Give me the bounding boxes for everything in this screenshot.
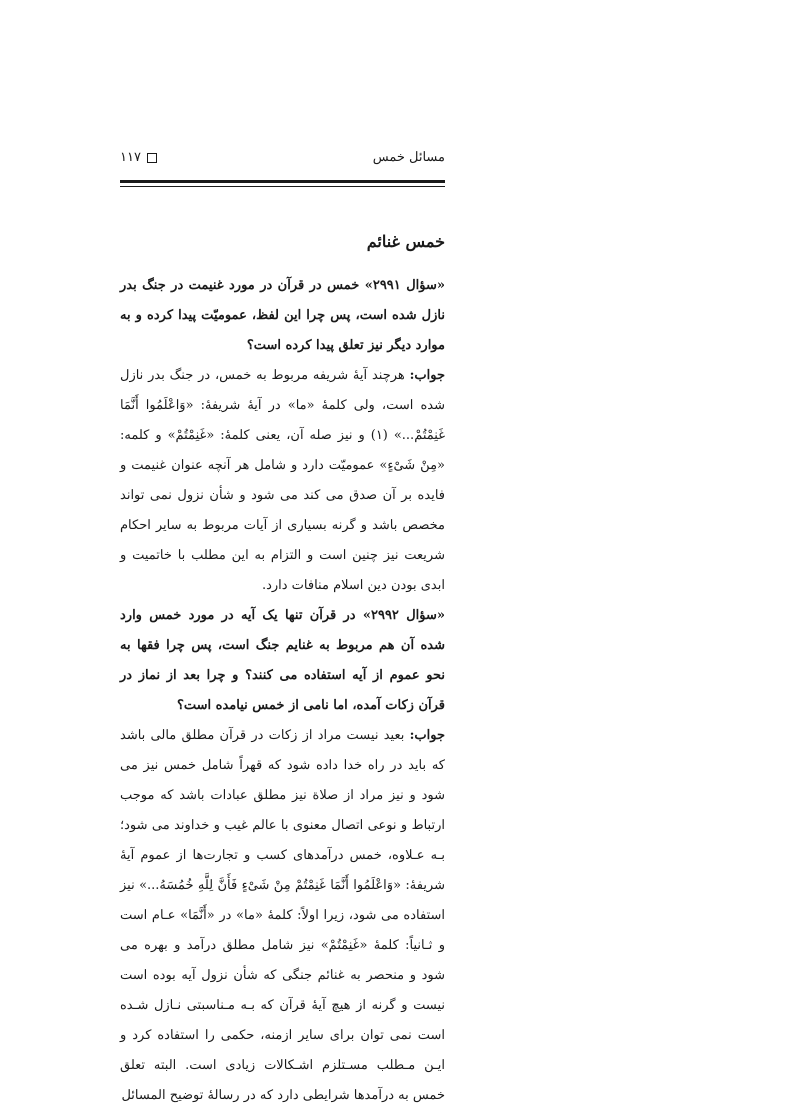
page-body	[120, 225, 445, 1111]
page-number-block	[120, 150, 157, 165]
question-2992	[120, 601, 445, 721]
section-title: خمس غنائم	[366, 232, 445, 251]
answer-label: جواب:	[409, 728, 445, 743]
question-close-mark: »	[364, 278, 373, 293]
answer-label: جواب:	[409, 368, 445, 383]
question-open-mark: «	[436, 608, 445, 623]
question-2991	[120, 271, 445, 361]
question-text: در قرآن تنها یک آیه در مورد خمس وارد شده آن هم مربوط به غنایم جنگ است، پس چرا فقها به نحو عموم از آیه استفاده می کنند؟ و چرا بعد از نماز در قرآن زکات آمده، اما نامی از خمس نیامده است؟	[120, 608, 445, 713]
question-close-mark: »	[362, 608, 371, 623]
question-open-mark: «	[436, 278, 445, 293]
question-text: خمس در قرآن در مورد غنیمت در جنگ بدر نازل شده است، پس چرا این لفظ، عمومیّت پیدا کرده و به موارد دیگر نیز تعلق پیدا کرده است؟	[120, 278, 445, 353]
header-rule-thin	[120, 186, 445, 187]
answer-2991	[120, 361, 445, 601]
page-number: ۱۱۷	[120, 150, 141, 165]
page-header	[120, 150, 445, 178]
question-label: سؤال ۲۹۹۱	[372, 278, 437, 293]
answer-text: بعید نیست مراد از زکات در قرآن مطلق مالی باشد که باید در راه خدا داده شود که قهراً شامل خمس نیز می شود و نیز مراد از صلاة نیز مطلق عبادات باشد که موجب ارتباط و نوعی اتصال معنوی با عالم غیب و خداوند می شود؛ بـه عـلاوه، خمس درآمدهای کسب و تجارت‌ها از عموم آیهٔ شریفهٔ: «وَاعْلَمُوا أَنَّمَا غَنِمْتُمْ مِنْ شَیْءٍ فَأَنَّ لِلَّهِ خُمُسَهُ...» نیز استفاده می شود، زیرا اولاً: کلمهٔ «ما» در «أَنَّمَا» عـام است و ثـانیاً: کلمهٔ «غَنِمْتُمْ» نیز شامل مطلق درآمد و بهره می شود و منحصر به غنائم جنگی که شأن نزول آیه بوده است نیست و گرنه از هیچ آیهٔ قرآن که بـه مـناسبتی نـازل شـده است نمی توان برای سایر ازمنه، حکمی را استفاده کرد و ایـن مـطلب مسـتلزم اشـکالات زیادی است. البته تعلق خمس به درآمدها شرایطی دارد که در رسالهٔ توضیح المسائل	[120, 728, 445, 1103]
answer-text: هرچند آیهٔ شریفه مربوط به خمس، در جنگ بدر نازل شده است، ولی کلمهٔ «ما» در آیهٔ شریفهٔ: «وَاعْلَمُوا أَنَّمَا غَنِمْتُمْ...» (۱) و نیز صله آن، یعنی کلمهٔ: «غَنِمْتُمْ» و کلمه: «مِنْ شَیْءٍ» عمومیّت دارد و شامل هر آنچه عنوان غنیمت و فایده بر آن صدق می کند می شود و شأن نزول نمی تواند مخصص باشد و گرنه بسیاری از آیات مربوط به سایر احکام شریعت نیز چنین است و التزام به این مطلب با خاتمیت و ابدی بودن دین اسلام منافات دارد.	[120, 368, 445, 593]
square-icon	[147, 153, 157, 163]
running-title: مسائل خمس	[372, 150, 445, 165]
header-rule-thick	[120, 180, 445, 183]
question-label: سؤال ۲۹۹۲	[370, 608, 437, 623]
answer-2992	[120, 721, 445, 1111]
